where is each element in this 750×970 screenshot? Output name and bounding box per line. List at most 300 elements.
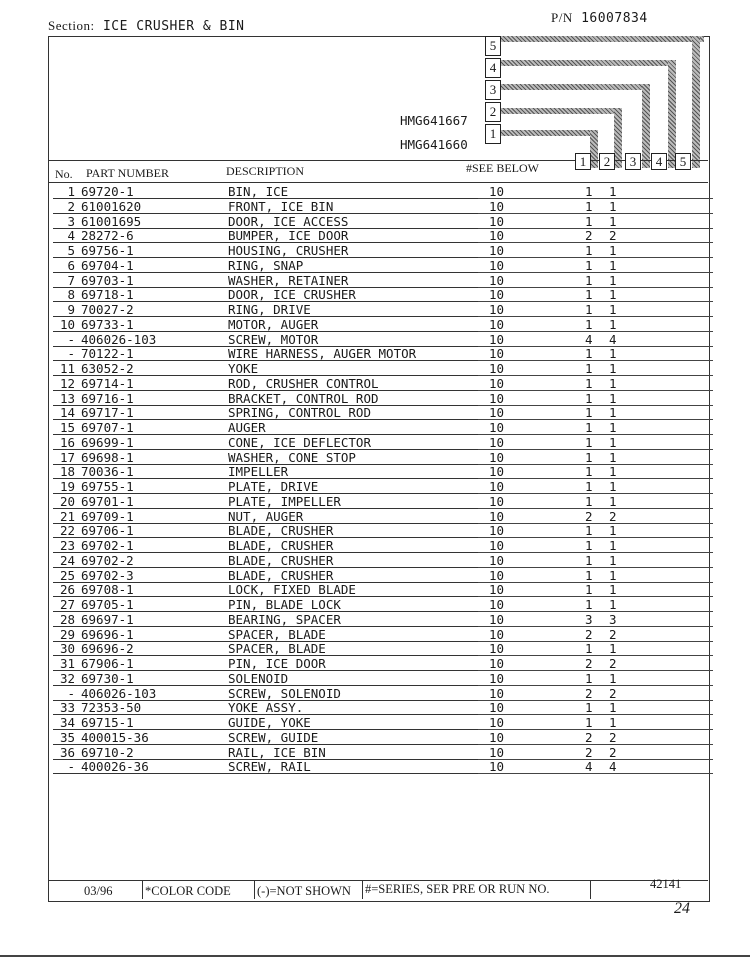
item-number: 36 [59,744,75,760]
series-2-qty: 1 [609,405,617,421]
series-1-qty: 1 [585,597,593,612]
table-row [53,361,713,376]
part-description: BEARING, SPACER [228,611,341,627]
item-number: 17 [59,449,75,465]
table-row [53,346,713,361]
part-number: 69702-1 [81,538,134,553]
item-number: 12 [59,375,75,391]
pn-value: 16007834 [581,11,648,26]
table-row [53,214,713,229]
item-number: 26 [59,582,75,598]
series-bar-2 [500,108,622,114]
part-number: 69733-1 [81,316,134,332]
part-number: 69703-1 [81,272,134,288]
item-number: 1 [67,184,75,199]
item-number: 15 [59,420,75,435]
see-below-value: 10 [489,700,505,716]
series-box-3: 3 [485,80,501,100]
item-number: 32 [59,670,75,686]
series-2-qty: 1 [609,493,617,509]
item-number: 22 [59,523,75,539]
series-1-qty: 1 [585,405,593,421]
table-row [53,450,713,465]
item-number: 3 [67,213,75,229]
part-number: 61001695 [81,213,142,229]
table-row [53,199,713,214]
table-row [53,730,713,745]
series-1-qty: 2 [585,729,593,745]
item-number: 23 [59,538,75,553]
section-header [48,18,245,34]
series-2-qty: 2 [609,729,617,745]
series-1-qty: 1 [585,316,593,332]
table-row [53,627,713,642]
table-row [53,435,713,450]
part-description: IMPELLER [228,464,289,480]
series-1-qty: 1 [585,582,593,598]
series-2-qty: 3 [609,611,617,627]
series-1-qty: 2 [585,228,593,244]
part-number: 69755-1 [81,479,134,494]
part-description: FRONT, ICE BIN [228,198,334,214]
see-below-value: 10 [489,420,505,435]
table-row [53,745,713,760]
part-description: LOCK, FIXED BLADE [228,582,356,598]
footer-divider-4 [590,881,591,899]
item-number: 27 [59,597,75,612]
part-number: 69709-1 [81,508,134,524]
part-number: 69720-1 [81,184,134,199]
series-1-qty: 1 [585,361,593,376]
part-description: NUT, AUGER [228,508,304,524]
series-2-qty: 1 [609,538,617,553]
part-description: BIN, ICE [228,184,289,199]
see-below-value: 10 [489,759,505,775]
model-number-1: HMG641667 [400,113,468,128]
series-1-qty: 1 [585,390,593,406]
series-2-qty: 1 [609,597,617,612]
series-2-qty: 2 [609,228,617,244]
table-row [53,228,713,243]
series-1-qty: 1 [585,346,593,362]
series-2-qty: 1 [609,567,617,583]
series-2-qty: 1 [609,390,617,406]
series-2-qty: 2 [609,744,617,760]
part-description: SCREW, RAIL [228,759,311,775]
series-box-1: 1 [485,124,501,144]
series-1-qty: 2 [585,656,593,671]
footer-divider-3 [362,881,363,899]
series-col-1: 1 [575,153,591,170]
part-description: SPACER, BLADE [228,626,326,642]
table-row [53,391,713,406]
item-number: - [67,759,75,775]
part-description: BLADE, CRUSHER [228,567,334,583]
series-2-qty: 2 [609,508,617,524]
see-below-value: 10 [489,685,505,701]
series-1-qty: 1 [585,700,593,716]
table-row [53,302,713,317]
part-description: BRACKET, CONTROL ROD [228,390,379,406]
series-2-qty: 1 [609,287,617,303]
table-row [53,641,713,656]
part-description: RING, SNAP [228,257,304,273]
item-number: - [67,331,75,347]
footer-divider-1 [142,881,143,899]
table-row [53,568,713,583]
series-2-qty: 1 [609,641,617,657]
item-number: 10 [59,316,75,332]
series-1-qty: 1 [585,567,593,583]
series-drop-5 [692,36,700,168]
series-2-qty: 1 [609,302,617,317]
series-2-qty: 1 [609,552,617,568]
page-number: 24 [674,900,690,917]
see-below-value: 10 [489,479,505,494]
series-1-qty: 1 [585,552,593,568]
see-below-value: 10 [489,405,505,421]
series-col-5: 5 [675,153,691,170]
part-description: WASHER, CONE STOP [228,449,356,465]
footer-divider-2 [254,881,255,899]
footer-color-code: *COLOR CODE [145,884,231,898]
table-row [53,523,713,538]
see-below-value: 10 [489,302,505,317]
see-below-value: 10 [489,523,505,539]
see-below-value: 10 [489,611,505,627]
table-row [53,671,713,686]
item-number: 4 [67,228,75,244]
part-description: PLATE, IMPELLER [228,493,341,509]
item-number: 7 [67,272,75,288]
part-number: 69705-1 [81,597,134,612]
series-1-qty: 2 [585,744,593,760]
part-number: 69696-2 [81,641,134,657]
series-col-2: 2 [599,153,615,170]
table-row [53,287,713,302]
series-1-qty: 1 [585,493,593,509]
table-row [53,420,713,435]
col-part-number: PART NUMBER [86,166,169,180]
series-2-qty: 1 [609,375,617,391]
table-row [53,597,713,612]
see-below-value: 10 [489,228,505,244]
item-number: 2 [67,198,75,214]
part-number: 69699-1 [81,434,134,450]
series-2-qty: 1 [609,434,617,450]
header-rule-bottom [48,182,708,183]
series-2-qty: 2 [609,656,617,671]
part-description: BLADE, CRUSHER [228,538,334,553]
part-description: DOOR, ICE CRUSHER [228,287,356,303]
part-number: 69697-1 [81,611,134,627]
part-description: SPACER, BLADE [228,641,326,657]
series-2-qty: 1 [609,213,617,229]
part-number: 69698-1 [81,449,134,465]
part-number: 69701-1 [81,493,134,509]
series-col-4: 4 [651,153,667,170]
part-number: 69710-2 [81,744,134,760]
item-number: 9 [67,302,75,317]
item-number: 24 [59,552,75,568]
part-number: 63052-2 [81,361,134,376]
part-description: HOUSING, CRUSHER [228,243,349,258]
part-number: 70027-2 [81,302,134,317]
part-description: PIN, ICE DOOR [228,656,326,671]
see-below-value: 10 [489,493,505,509]
series-1-qty: 4 [585,759,593,775]
part-description: RING, DRIVE [228,302,311,317]
part-number: 69708-1 [81,582,134,598]
table-row [53,332,713,347]
see-below-value: 10 [489,198,505,214]
part-description: SCREW, SOLENOID [228,685,341,701]
part-description: ROD, CRUSHER CONTROL [228,375,379,391]
part-number: 406026-103 [81,685,157,701]
part-description: SPRING, CONTROL ROD [228,405,371,421]
series-2-qty: 1 [609,715,617,730]
table-row [53,464,713,479]
series-1-qty: 3 [585,611,593,627]
see-below-value: 10 [489,464,505,480]
series-2-qty: 1 [609,449,617,465]
series-2-qty: 1 [609,479,617,494]
part-number: 69706-1 [81,523,134,539]
table-row [53,612,713,627]
row-rule [53,773,228,774]
series-1-qty: 2 [585,508,593,524]
series-drop-4 [668,60,676,168]
series-2-qty: 1 [609,346,617,362]
part-description: YOKE [228,361,259,376]
item-number: 29 [59,626,75,642]
series-1-qty: 1 [585,641,593,657]
series-1-qty: 1 [585,213,593,229]
see-below-value: 10 [489,744,505,760]
footer-not-shown: (-)=NOT SHOWN [257,884,351,898]
see-below-value: 10 [489,184,505,199]
series-2-qty: 4 [609,331,617,347]
part-number: 69716-1 [81,390,134,406]
col-see-below: #SEE BELOW [466,161,539,175]
see-below-value: 10 [489,434,505,450]
part-description: PIN, BLADE LOCK [228,597,341,612]
series-1-qty: 1 [585,272,593,288]
series-2-qty: 1 [609,361,617,376]
part-description: RAIL, ICE BIN [228,744,326,760]
series-2-qty: 1 [609,272,617,288]
series-1-qty: 1 [585,479,593,494]
part-description: BLADE, CRUSHER [228,523,334,539]
section-name: ICE CRUSHER & BIN [102,19,245,34]
table-row [53,553,713,568]
item-number: 21 [59,508,75,524]
see-below-value: 10 [489,656,505,671]
series-1-qty: 4 [585,331,593,347]
series-col-3: 3 [625,153,641,170]
see-below-value: 10 [489,626,505,642]
table-row [53,582,713,597]
item-number: 16 [59,434,75,450]
item-number: - [67,685,75,701]
item-number: 5 [67,243,75,258]
item-number: 28 [59,611,75,627]
see-below-value: 10 [489,538,505,553]
see-below-value: 10 [489,257,505,273]
item-number: 11 [59,361,75,376]
series-1-qty: 1 [585,257,593,273]
item-number: 31 [59,656,75,671]
table-row [53,538,713,553]
part-number: 70036-1 [81,464,134,480]
page-bottom-rule [0,955,750,957]
part-description: CONE, ICE DEFLECTOR [228,434,371,450]
series-1-qty: 1 [585,420,593,435]
item-number: 20 [59,493,75,509]
part-number: 69717-1 [81,405,134,421]
see-below-value: 10 [489,715,505,730]
table-row [53,405,713,420]
part-description: SCREW, MOTOR [228,331,319,347]
part-description: SCREW, GUIDE [228,729,319,745]
see-below-value: 10 [489,346,505,362]
see-below-value: 10 [489,213,505,229]
item-number: 33 [59,700,75,716]
item-number: 35 [59,729,75,745]
series-2-qty: 1 [609,198,617,214]
series-1-qty: 2 [585,626,593,642]
part-number: 400015-36 [81,729,149,745]
table-row [53,494,713,509]
item-number: 19 [59,479,75,494]
part-description: MOTOR, AUGER [228,316,319,332]
item-number: 13 [59,390,75,406]
series-1-qty: 1 [585,243,593,258]
pn-label: P/N [551,10,573,25]
table-row [53,243,713,258]
series-2-qty: 1 [609,184,617,199]
part-number: 69718-1 [81,287,134,303]
footer-rule [48,880,708,881]
series-2-qty: 2 [609,685,617,701]
col-description: DESCRIPTION [226,164,305,178]
part-number: 61001620 [81,198,142,214]
part-number-header [551,10,648,26]
part-number: 69696-1 [81,626,134,642]
series-2-qty: 1 [609,257,617,273]
part-number: 69730-1 [81,670,134,686]
series-1-qty: 1 [585,198,593,214]
series-1-qty: 1 [585,523,593,539]
part-description: DOOR, ICE ACCESS [228,213,349,229]
footer-date: 03/96 [84,884,113,898]
part-number: 406026-103 [81,331,157,347]
table-row [53,376,713,391]
item-number: 30 [59,641,75,657]
see-below-value: 10 [489,552,505,568]
row-rule [478,773,713,774]
part-description: WASHER, RETAINER [228,272,349,288]
table-row [53,479,713,494]
part-description: GUIDE, YOKE [228,715,311,730]
section-label: Section: [48,18,95,33]
see-below-value: 10 [489,567,505,583]
see-below-value: 10 [489,597,505,612]
item-number: 18 [59,464,75,480]
series-2-qty: 1 [609,316,617,332]
series-1-qty: 1 [585,287,593,303]
part-description: WIRE HARNESS, AUGER MOTOR [228,346,417,362]
item-number: 34 [59,715,75,730]
item-number: 25 [59,567,75,583]
footer-series-note: #=SERIES, SER PRE OR RUN NO. [365,882,550,896]
series-2-qty: 1 [609,420,617,435]
footer-doc-number: 42141 [650,877,682,891]
series-1-qty: 1 [585,449,593,465]
series-1-qty: 1 [585,670,593,686]
see-below-value: 10 [489,582,505,598]
series-2-qty: 2 [609,626,617,642]
part-description: BLADE, CRUSHER [228,552,334,568]
table-row [53,258,713,273]
series-bar-5 [500,36,704,42]
series-1-qty: 1 [585,715,593,730]
part-number: 69702-2 [81,552,134,568]
table-row [53,700,713,715]
series-1-qty: 1 [585,375,593,391]
part-number: 72353-50 [81,700,142,716]
see-below-value: 10 [489,243,505,258]
part-number: 69704-1 [81,257,134,273]
part-number: 400026-36 [81,759,149,775]
part-number: 67906-1 [81,656,134,671]
series-bar-3 [500,84,650,90]
see-below-value: 10 [489,449,505,465]
part-description: BUMPER, ICE DOOR [228,228,349,244]
part-number: 70122-1 [81,346,134,362]
part-number: 69702-3 [81,567,134,583]
item-number: - [67,346,75,362]
item-number: 8 [67,287,75,303]
table-row [53,317,713,332]
see-below-value: 10 [489,316,505,332]
table-row [53,686,713,701]
item-number: 6 [67,257,75,273]
series-bar-1 [500,130,598,136]
series-box-4: 4 [485,58,501,78]
series-1-qty: 1 [585,184,593,199]
series-box-5: 5 [485,36,501,56]
series-1-qty: 1 [585,302,593,317]
series-bar-4 [500,60,676,66]
col-no: No. [55,167,73,181]
series-2-qty: 1 [609,523,617,539]
see-below-value: 10 [489,375,505,391]
part-number: 69756-1 [81,243,134,258]
item-number: 14 [59,405,75,421]
part-description: YOKE ASSY. [228,700,304,716]
part-number: 69715-1 [81,715,134,730]
part-number: 28272-6 [81,228,134,244]
series-1-qty: 1 [585,434,593,450]
table-row [53,273,713,288]
see-below-value: 10 [489,272,505,288]
see-below-value: 10 [489,641,505,657]
series-2-qty: 1 [609,243,617,258]
series-1-qty: 2 [585,685,593,701]
see-below-value: 10 [489,361,505,376]
see-below-value: 10 [489,729,505,745]
